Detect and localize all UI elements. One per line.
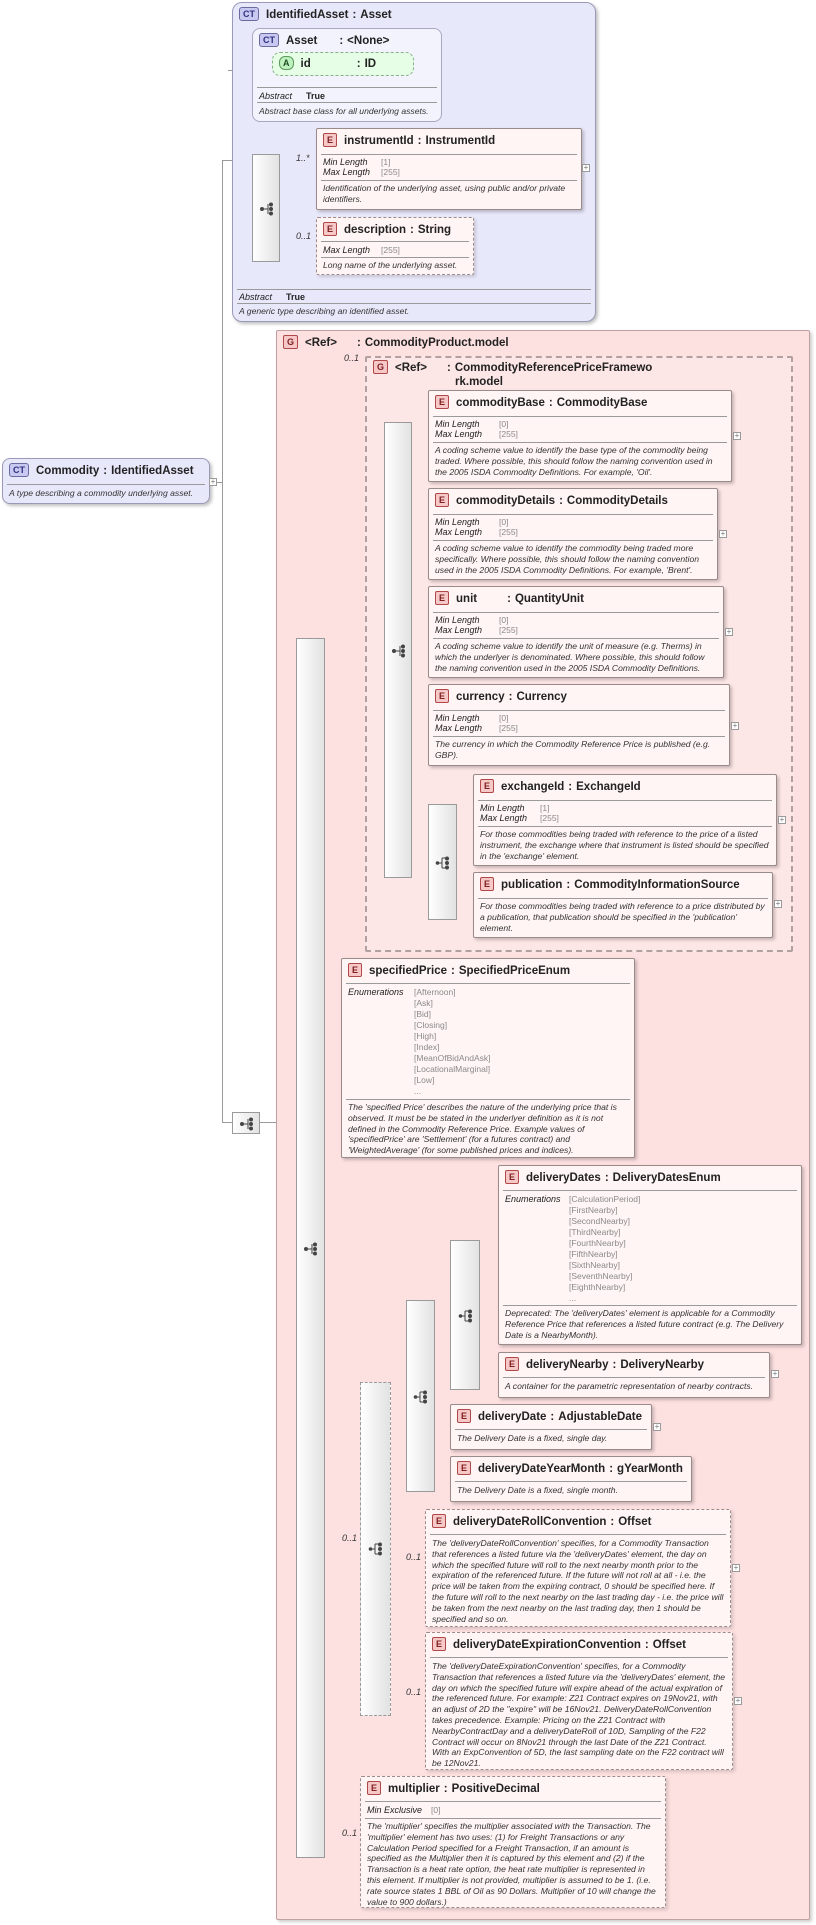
element-icon: E: [432, 1514, 446, 1528]
documentation: A coding scheme value to identify the base type of the commodity being traded. Where possible, this should follow the naming convention used in the 2005 ISDA Commodity Definitions. For example, 'Oil'.: [435, 445, 713, 477]
type-name: Commodity: [36, 465, 100, 477]
element-name: multiplier: [388, 1783, 440, 1795]
enum-value: [Index]: [414, 1042, 440, 1052]
expand-icon[interactable]: +: [734, 431, 740, 440]
element-type: DeliveryNearby: [620, 1359, 705, 1371]
choice-icon: [435, 856, 451, 870]
facet-max-length: Max Length [255]: [435, 429, 518, 439]
expand-icon[interactable]: +: [732, 721, 738, 730]
enum-value: [SeventhNearby]: [569, 1271, 633, 1281]
base-type: IdentifiedAsset: [111, 465, 194, 477]
documentation: A container for the parametric representation of nearby contracts.: [505, 1381, 754, 1391]
unit-element: E unit : QuantityUnit Min Length [0] Max Length [255] A coding scheme value to identify the unit of measure (e.g. Therms) in which the underlyer is denominated. Where possible, this should follow the naming convention used in the 2005 ISDA Commodity Definitions.: [428, 586, 724, 678]
enum-value: [FifthNearby]: [569, 1249, 618, 1259]
currency-element: E currency : Currency Min Length [0] Max Length [255] The currency in which the Commodity Reference Price is published (e.g. GBP).: [428, 684, 730, 766]
publication-element: E publication : CommodityInformationSource For those commodities being traded with reference to a price distributed by a publication, that publication should be specified in the 'publication' element.: [473, 872, 773, 938]
enum-value: [MeanOfBidAndAsk]: [414, 1053, 491, 1063]
choice-icon: [458, 1309, 474, 1323]
element-type: DeliveryDatesEnum: [612, 1172, 721, 1184]
element-name: deliveryNearby: [526, 1359, 609, 1371]
expand-icon[interactable]: +: [720, 529, 726, 538]
base-type: Asset: [360, 9, 392, 21]
abstract-facet: Abstract True: [239, 292, 306, 302]
element-name: deliveryDateYearMonth: [478, 1463, 606, 1475]
sequence-icon: [239, 1117, 255, 1131]
element-icon: E: [432, 1637, 446, 1651]
element-name: deliveryDates: [526, 1172, 601, 1184]
enum-value: ...: [569, 1293, 577, 1303]
description-element: E description : String Max Length [255] Long name of the underlying asset.: [316, 217, 474, 275]
documentation: Long name of the underlying asset.: [323, 260, 458, 270]
enum-value: [Bid]: [414, 1009, 432, 1019]
facet-max-length: Max Length [255]: [323, 245, 400, 255]
group-name-cont: rk.model: [455, 376, 503, 388]
enum-value: [LocationalMarginal]: [414, 1064, 491, 1074]
multiplier-element: E multiplier : PositiveDecimal Min Exclusive [0] The 'multiplier' specifies the multiplier associated with the Transaction. The 'multiplier' element has two uses: (1) for Freight Transactions or any Calculation Period specified for a Freight Transaction, if an amount is specified as the Multiplier then it is captured by this element and (2) if the Transaction is a heat rate option, the heat rate multiplier is represented in this element. If multiplier is not provided, multiplier is assumed to be 1. (i.e. rate source states 1 BBL of Oil as 90 Dollars. Multiplier of 10 will change the value to 900 dollars.): [360, 1776, 666, 1908]
group-ref: <Ref>: [305, 337, 337, 349]
attribute-name: id: [300, 58, 311, 70]
documentation: The 'deliveryDateExpirationConvention' specifies, for a Commodity Transaction that references a listed future via the 'deliveryDates' element, the day on which the specified future will expire ahead of the actual expiration of the referenced future. For example: Z21 Contract expires on 19Nov21, with an adjust of 2D the "expire" will be 16Nov21. DeliveryDateRollConvention takes precedence. Example: Pricing on the Z21 Contract with NearbyContractDay and a deliveryDateRoll of 10D, Sampling of the F22 Contract will occur on 8Nov21 through the last Date of the Z21 Contract. With an ExpConvention of 5D, the last sampling date on the F22 contract will be 12Nov21.: [432, 1661, 726, 1769]
enum-value: [EighthNearby]: [569, 1282, 626, 1292]
documentation: For those commodities being traded with reference to the price of a listed instrument, the exchange where that instrument is listed should be specified in the 'exchange' element.: [480, 829, 769, 861]
base-type: <None>: [347, 35, 390, 47]
documentation: Abstract base class for all underlying assets.: [259, 106, 429, 116]
enum-value: [ThirdNearby]: [569, 1227, 621, 1237]
enum-value: [Closing]: [414, 1020, 448, 1030]
element-name: commodityBase: [456, 397, 545, 409]
complex-type-icon: CT: [239, 7, 259, 21]
element-type: Offset: [618, 1516, 652, 1528]
element-icon: E: [505, 1357, 519, 1371]
element-name: deliveryDate: [478, 1411, 547, 1423]
documentation: The Delivery Date is a fixed, single day.: [457, 1433, 608, 1443]
element-icon: E: [457, 1461, 471, 1475]
enum-value: [Ask]: [414, 998, 433, 1008]
multiplicity: 0..1: [342, 1828, 358, 1838]
reference-price-framework-group: G <Ref> : CommodityReferencePriceFramewo rk.model: [365, 356, 793, 952]
facet-max-length: Max Length [255]: [435, 527, 518, 537]
choice-compositor[interactable]: [360, 1382, 391, 1716]
element-name: deliveryDateExpirationConvention: [453, 1639, 641, 1651]
documentation: A generic type describing an identified asset.: [239, 306, 410, 316]
choice-icon: [413, 1390, 429, 1404]
sequence-compositor[interactable]: [296, 638, 325, 1858]
sequence-icon: [259, 202, 275, 216]
type-name: Asset: [286, 35, 318, 47]
documentation: The 'specified Price' describes the nature of the underlying price that is observed. It must be be stated in the underlyer definition as it is not defined in the Commodity Reference Price. Example values of 'specifiedPrice' are 'Settlement' (for a futures contract) and 'WeightedAverage' (for some published prices and indices).: [348, 1102, 617, 1156]
group-icon: G: [373, 360, 388, 374]
complex-type-icon: CT: [259, 33, 279, 47]
enum-value: [SecondNearby]: [569, 1216, 630, 1226]
sequence-icon: [303, 1242, 319, 1256]
element-name: commodityDetails: [456, 495, 556, 507]
identified-asset-complex-type: CT IdentifiedAsset : Asset Abstract True A generic type describing an identified asset.: [232, 2, 596, 322]
facet-max-length: Max Length [255]: [323, 167, 400, 177]
group-icon: G: [283, 335, 298, 349]
facet-min-length: Min Length [0]: [435, 419, 509, 429]
multiplicity: 0..1: [342, 1533, 358, 1543]
commodity-details-element: E commodityDetails : CommodityDetails Min Length [0] Max Length [255] A coding scheme value to identify the commodity being traded more specifically. Where possible, this should follow the naming convention used in the 2005 ISDA Commodity Definitions. For example, 'Brent'.: [428, 488, 718, 580]
instrument-id-element: E instrumentId : InstrumentId Min Length [1] Max Length [255] Identification of the underlying asset, using public and/or private identifiers.: [316, 128, 582, 210]
connector: [222, 1122, 232, 1123]
element-type: ExchangeId: [576, 781, 641, 793]
asset-complex-type: CT Asset : <None> Abstract True Abstract base class for all underlying assets.: [252, 28, 442, 122]
element-type: Currency: [516, 691, 567, 703]
enum-value: [FourthNearby]: [569, 1238, 626, 1248]
choice-compositor[interactable]: [406, 1300, 435, 1492]
element-icon: E: [323, 133, 337, 147]
sequence-compositor[interactable]: [252, 154, 280, 262]
element-name: currency: [456, 691, 505, 703]
element-icon: E: [457, 1409, 471, 1423]
expand-icon[interactable]: +: [726, 627, 732, 636]
type-name: IdentifiedAsset: [266, 9, 349, 21]
element-type: CommodityBase: [556, 397, 648, 409]
sequence-compositor[interactable]: [384, 422, 412, 878]
element-icon: E: [435, 395, 449, 409]
expand-icon[interactable]: +: [779, 815, 785, 824]
commodity-product-model-group: G <Ref> : CommodityProduct.model: [276, 330, 810, 1920]
element-type: SpecifiedPriceEnum: [458, 965, 571, 977]
documentation: A type describing a commodity underlying asset.: [9, 488, 194, 498]
delivery-date-element: E deliveryDate : AdjustableDate The Delivery Date is a fixed, single day.: [450, 1404, 652, 1450]
facet-max-length: Max Length [255]: [435, 625, 518, 635]
expand-icon[interactable]: +: [772, 1369, 778, 1378]
element-name: specifiedPrice: [369, 965, 447, 977]
sequence-compositor[interactable]: [232, 1112, 260, 1134]
documentation: Identification of the underlying asset, using public and/or private identifiers.: [323, 183, 566, 204]
delivery-dates-element: E deliveryDates : DeliveryDatesEnum Enumerations [CalculationPeriod] [FirstNearby] [SecondNearby] [ThirdNearby] [FourthNearby] [FifthNearby] [SixthNearby] [SeventhNearby] [EighthNearby] ... Deprecated: The 'deliveryDates' element is applicable for a Commodity Reference Price that references a listed future contract (e.g. The Delivery Date is a NearbyMonth).: [498, 1165, 802, 1345]
enum-value: [Low]: [414, 1075, 435, 1085]
documentation: The 'multiplier' specifies the multiplier associated with the Transaction. The 'multiplier' element has two uses: (1) for Freight Transactions or any Calculation Period specified for a Freight Transaction, if an amount is specified as the Multiplier then it is captured by this element and (2) if the Transaction is a heat rate option, the heat rate multiplier is represented in this element. If multiplier is not provided, multiplier is assumed to be 1. (i.e. rate source states 1 BBL of Oil as 90 Dollars. Multiplier of 10 will change the value to 900 dollars.): [367, 1821, 656, 1907]
delivery-date-roll-convention-element: E deliveryDateRollConvention : Offset The 'deliveryDateRollConvention' specifies, for a Commodity Transaction that references a listed future via the 'deliveryDates' element, the day on which the specified future will roll to the next nearby month prior to the expiration of the referenced future. If the future will not roll at all - i.e. the price will be taken from the expiring contract, 0 should be specified here. If the future will roll to the next nearby on the last trading day - i.e. the price will be taken from the next nearby on the last trading day, then 1 should be specified and so on.: [425, 1509, 731, 1627]
complex-type-icon: CT: [9, 463, 29, 477]
element-icon: E: [435, 689, 449, 703]
enum-value: [Afternoon]: [414, 987, 456, 997]
commodity-complex-type: CT Commodity : IdentifiedAsset A type describing a commodity underlying asset.: [2, 458, 210, 504]
enum-value: [FirstNearby]: [569, 1205, 618, 1215]
facet-min-length: Min Length [0]: [435, 517, 509, 527]
element-type: QuantityUnit: [514, 593, 584, 605]
abstract-facet: Abstract True: [259, 91, 326, 101]
group-ref: <Ref>: [395, 362, 427, 374]
multiplicity: 0..1: [344, 353, 360, 363]
commodity-base-element: E commodityBase : CommodityBase Min Length [0] Max Length [255] A coding scheme value to identify the base type of the commodity being traded. Where possible, this should follow the naming convention used in the 2005 ISDA Commodity Definitions. For example, 'Oil'.: [428, 390, 732, 482]
facet-min-length: Min Length [1]: [480, 803, 550, 813]
element-type: AdjustableDate: [558, 1411, 642, 1423]
enumerations-label: Enumerations: [505, 1194, 561, 1204]
expand-icon[interactable]: +: [733, 1563, 739, 1572]
enum-value: [SixthNearby]: [569, 1260, 621, 1270]
multiplicity: 0..1: [296, 231, 312, 241]
delivery-date-year-month-element: E deliveryDateYearMonth : gYearMonth The Delivery Date is a fixed, single month.: [450, 1456, 692, 1502]
element-icon: E: [435, 493, 449, 507]
delivery-date-expiration-convention-element: E deliveryDateExpirationConvention : Offset The 'deliveryDateExpirationConvention' specifies, for a Commodity Transaction that references a listed future via the 'deliveryDates' element, the day on which the specified future will expire ahead of the actual expiration of the referenced future. For example: Z21 Contract expires on 19Nov21, with an adjust of 2D the "expire" will be 16Nov21. DeliveryDateRollConvention takes precedence. Example: Pricing on the Z21 Contract with NearbyContractDay and a deliveryDateRoll of 10D, Sampling of the F22 Contract will occur on 8Nov21 through the last Date of the Z21 Contract. With an ExpConvention of 5D, the last sampling date on the F22 contract will be 12Nov21.: [425, 1632, 733, 1770]
element-icon: E: [480, 877, 494, 891]
element-type: PositiveDecimal: [451, 1783, 540, 1795]
element-name: exchangeId: [501, 781, 565, 793]
delivery-nearby-element: E deliveryNearby : DeliveryNearby A container for the parametric representation of nearby contracts.: [498, 1352, 770, 1398]
expand-icon[interactable]: +: [210, 477, 216, 486]
expand-icon[interactable]: +: [775, 899, 781, 908]
element-type: gYearMonth: [617, 1463, 683, 1475]
sequence-icon: [391, 644, 407, 658]
element-icon: E: [435, 591, 449, 605]
element-name: unit: [456, 593, 478, 605]
element-name: description: [344, 224, 406, 236]
facet-min-length: Min Length [1]: [323, 157, 391, 167]
element-icon: E: [480, 779, 494, 793]
expand-icon[interactable]: +: [654, 1422, 660, 1431]
group-name: CommodityProduct.model: [364, 337, 509, 349]
connector: [222, 160, 232, 161]
element-name: deliveryDateRollConvention: [453, 1516, 607, 1528]
exchange-id-element: E exchangeId : ExchangeId Min Length [1] Max Length [255] For those commodities being traded with reference to the price of a listed instrument, the exchange where that instrument is listed should be specified in the 'exchange' element.: [473, 774, 777, 866]
id-attribute: A id : ID: [272, 52, 414, 76]
element-type: CommodityInformationSource: [574, 879, 740, 891]
element-icon: E: [323, 222, 337, 236]
enum-value: [CalculationPeriod]: [569, 1194, 641, 1204]
facet-min-exclusive: Min Exclusive [0]: [367, 1805, 441, 1815]
attribute-type: ID: [364, 58, 377, 70]
element-icon: E: [348, 963, 362, 977]
element-type: CommodityDetails: [566, 495, 668, 507]
element-icon: E: [505, 1170, 519, 1184]
facet-max-length: Max Length [255]: [480, 813, 559, 823]
documentation: The currency in which the Commodity Reference Price is published (e.g. GBP).: [435, 739, 711, 760]
enum-value: ...: [414, 1086, 422, 1096]
element-type: InstrumentId: [425, 135, 496, 147]
documentation: Deprecated: The 'deliveryDates' element is applicable for a Commodity Reference Price that references a listed future contract (e.g. The Delivery Date is a NearbyMonth).: [505, 1308, 784, 1340]
facet-min-length: Min Length [0]: [435, 615, 509, 625]
element-type: Offset: [652, 1639, 686, 1651]
element-name: publication: [501, 879, 563, 891]
element-name: instrumentId: [344, 135, 414, 147]
multiplicity: 0..1: [406, 1687, 422, 1697]
multiplicity: 0..1: [406, 1552, 422, 1562]
choice-compositor[interactable]: [428, 804, 457, 920]
choice-icon: [368, 1542, 384, 1556]
element-icon: E: [367, 1781, 381, 1795]
enum-value: [High]: [414, 1031, 437, 1041]
facet-max-length: Max Length [255]: [435, 723, 518, 733]
facet-min-length: Min Length [0]: [435, 713, 509, 723]
element-type: String: [417, 224, 452, 236]
choice-compositor[interactable]: [450, 1240, 480, 1390]
documentation: A coding scheme value to identify the unit of measure (e.g. Therms) in which the underlyer is denominated. Where possible, this should follow the naming convention used in the 2005 ISDA Commodity Definitions.: [435, 641, 705, 673]
documentation: For those commodities being traded with reference to a price distributed by a publication, that publication should be specified in the 'publication' element.: [480, 901, 765, 933]
connector: [222, 160, 223, 1122]
multiplicity: 1..*: [296, 153, 310, 163]
enumerations-label: Enumerations: [348, 987, 404, 997]
documentation: A coding scheme value to identify the commodity being traded more specifically. Where possible, this should follow the naming convention used in the 2005 ISDA Commodity Definitions. For example, 'Brent'.: [435, 543, 699, 575]
specified-price-element: E specifiedPrice : SpecifiedPriceEnum Enumerations [Afternoon] [Ask] [Bid] [Closing] [High] [Index] [MeanOfBidAndAsk] [LocationalMarginal] [Low] ... The 'specified Price' describes the nature of the underlying price that is observed. It must be be stated in the underlyer definition as it is not defined in the Commodity Reference Price. Example values of 'specifiedPrice' are 'Settlement' (for a futures contract) and 'WeightedAverage' (for some published prices and indices).: [341, 958, 635, 1158]
expand-icon[interactable]: +: [735, 1696, 741, 1705]
expand-icon[interactable]: +: [583, 163, 589, 172]
attribute-icon: A: [279, 56, 294, 70]
group-name: CommodityReferencePriceFramewo: [454, 362, 653, 374]
documentation: The 'deliveryDateRollConvention' specifies, for a Commodity Transaction that references a listed future via the 'deliveryDates' element, the day on which the specified future will roll to the next nearby month prior to the expiration of the referenced future. If the future will not roll at all - i.e. the price will be taken from the expiring contract, 0 should be specified here. If the future will roll to the next nearby on the last trading day - i.e. the price will be taken from the next nearby on the last trading day, then 1 should be specified and so on.: [432, 1538, 724, 1624]
documentation: The Delivery Date is a fixed, single month.: [457, 1485, 618, 1495]
